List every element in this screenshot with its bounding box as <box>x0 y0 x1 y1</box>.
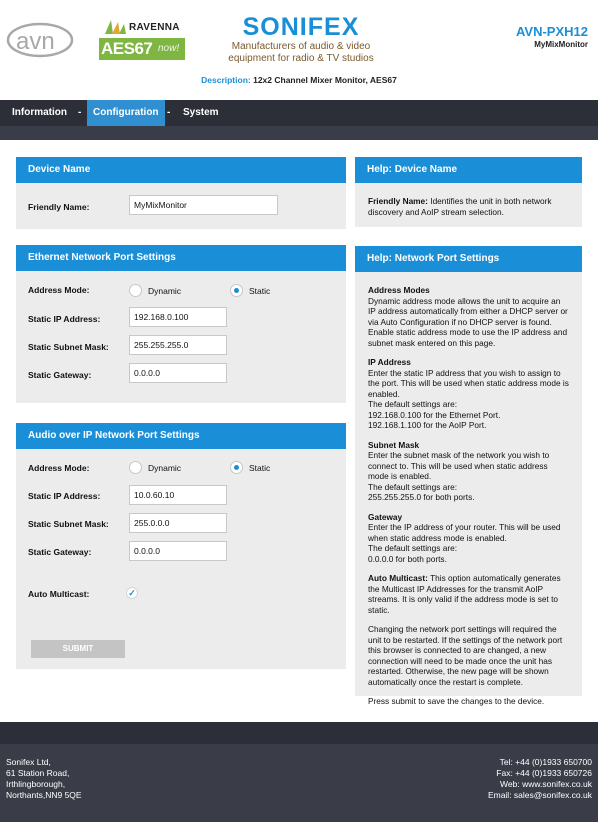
contact-web-link[interactable]: Web: www.sonifex.co.uk <box>500 779 592 789</box>
panel-title: Audio over IP Network Port Settings <box>16 423 346 449</box>
help-gateway-default: 0.0.0.0 for both ports. <box>368 553 447 564</box>
main-nav <box>0 100 598 126</box>
help-ip-defaults-intro: The default settings are: <box>368 399 458 409</box>
contact-email-link[interactable]: Email: sales@sonifex.co.uk <box>487 790 592 800</box>
static-gateway-input[interactable] <box>129 541 227 561</box>
help-ip-title: IP Address <box>368 357 411 367</box>
help-ip-default-aoip: 192.168.1.100 for the AoIP Port. <box>368 420 487 430</box>
nav-separator: - <box>167 107 171 118</box>
static-radio-label: Static <box>249 463 271 473</box>
help-multicast-text: This option automatically generates the Multicast IP Addresses for the transmit AoIP streams. It is only valid if the address mode is set to static. <box>368 573 561 615</box>
avn-logo-text: avn <box>16 28 55 55</box>
static-radio-label: Static <box>249 286 271 296</box>
device-friendly-name: MyMixMonitor <box>534 40 588 49</box>
static-ip-input[interactable] <box>129 485 227 505</box>
panel-title: Help: Device Name <box>355 157 582 183</box>
address-mode-label: Address Mode: <box>28 285 90 295</box>
ethernet-settings-panel <box>16 245 346 403</box>
brand-tagline-2: equipment for radio & TV studios <box>228 53 374 64</box>
page-header <box>0 0 598 100</box>
aes67-ravenna-logo <box>99 16 185 60</box>
help-restart-text: Changing the network port settings will required the unit to be restarted. If the settings of the network port this browser is connected to are changed, a new connection will need to be made once the unit has restarted. Otherwise, the new page will be shown automatically once the restart is complete. <box>368 624 563 687</box>
contact-fax: Fax: +44 (0)1933 650726 <box>496 768 592 778</box>
static-gateway-input[interactable] <box>129 363 227 383</box>
help-gateway-defaults-intro: The default settings are: <box>368 543 458 553</box>
avn-logo <box>6 20 76 60</box>
static-radio[interactable] <box>230 461 243 474</box>
help-term: Friendly Name: <box>368 196 428 206</box>
help-device-name-text <box>368 196 570 217</box>
address-line: Irthlingborough, <box>6 779 66 789</box>
help-subnet-text: Enter the subnet mask of the network you wish to connect to. This will be used when static address mode is enabled. <box>368 450 550 481</box>
footer-contact <box>488 757 592 801</box>
static-subnet-label: Static Subnet Mask: <box>28 519 109 529</box>
static-subnet-input[interactable] <box>129 335 227 355</box>
panel-title: Device Name <box>16 157 346 183</box>
dynamic-radio[interactable] <box>129 461 142 474</box>
submit-button[interactable]: SUBMIT <box>31 640 125 658</box>
aes67-now-text: now! <box>158 43 180 54</box>
help-gateway-text: Enter the IP address of your router. This will be used when static address mode is enabled. <box>368 522 561 543</box>
static-radio[interactable] <box>230 284 243 297</box>
static-subnet-input[interactable] <box>129 513 227 533</box>
auto-multicast-label: Auto Multicast: <box>28 589 90 599</box>
panel-title: Ethernet Network Port Settings <box>16 245 346 271</box>
sonifex-logo <box>222 14 380 64</box>
help-subnet-default: 255.255.255.0 for both ports. <box>368 492 475 502</box>
help-submit-text: Press submit to save the changes to the device. <box>368 696 545 706</box>
page-footer <box>0 744 598 822</box>
aoip-settings-panel <box>16 423 346 669</box>
contact-tel: Tel: +44 (0)1933 650700 <box>499 757 592 767</box>
brand-tagline-1: Manufacturers of audio & video <box>231 41 371 52</box>
help-address-modes-title: Address Modes <box>368 285 430 295</box>
nav-system[interactable]: System <box>183 107 219 118</box>
device-description <box>0 75 598 85</box>
friendly-name-input[interactable] <box>129 195 278 215</box>
dynamic-radio-label: Dynamic <box>148 286 182 296</box>
address-line: 61 Station Road, <box>6 768 70 778</box>
help-device-name-panel <box>355 157 582 227</box>
dynamic-radio[interactable] <box>129 284 142 297</box>
ravenna-text: RAVENNA <box>129 22 180 33</box>
brand-name: SONIFEX <box>242 13 360 41</box>
help-subnet-defaults-intro: The default settings are: <box>368 481 458 492</box>
address-line: Sonifex Ltd, <box>6 757 51 767</box>
static-ip-input[interactable] <box>129 307 227 327</box>
nav-configuration[interactable]: Configuration <box>87 100 165 126</box>
address-mode-label: Address Mode: <box>28 463 90 473</box>
static-ip-label: Static IP Address: <box>28 314 101 324</box>
nav-information[interactable]: Information <box>12 107 67 118</box>
static-ip-label: Static IP Address: <box>28 491 101 501</box>
dynamic-radio-label: Dynamic <box>148 463 182 473</box>
footer-address <box>6 757 82 801</box>
aes67-text: AES67 <box>101 39 153 58</box>
footer-top-bar <box>0 722 598 744</box>
description-value: 12x2 Channel Mixer Monitor, AES67 <box>253 75 397 85</box>
panel-title: Help: Network Port Settings <box>355 246 582 272</box>
help-subnet-title: Subnet Mask <box>368 439 420 450</box>
help-description: Identifies the unit in both network discovery and AoIP stream selection. <box>368 196 552 217</box>
address-line: Northants,NN9 5QE <box>6 790 82 800</box>
help-address-modes-text: Dynamic address mode allows the unit to acquire an IP address automatically from either a DHCP server or via Auto Configuration if no DHCP server is found. Enable static address mode to use the IP address and subnet mask entered on this page. <box>368 295 568 348</box>
auto-multicast-checkbox[interactable]: ✓ <box>126 587 138 599</box>
static-subnet-label: Static Subnet Mask: <box>28 342 109 352</box>
device-model: AVN-PXH12 <box>515 24 588 39</box>
ravenna-logo-icon <box>103 18 127 36</box>
help-network-panel <box>355 246 582 706</box>
help-gateway-title: Gateway <box>368 511 403 522</box>
help-ip-default-ethernet: 192.168.0.100 for the Ethernet Port. <box>368 409 501 420</box>
sub-nav-bar <box>0 126 598 140</box>
static-gateway-label: Static Gateway: <box>28 370 92 380</box>
friendly-name-label: Friendly Name: <box>28 202 90 212</box>
nav-separator: - <box>78 107 82 118</box>
help-network-text <box>368 285 570 716</box>
device-name-panel <box>16 157 346 229</box>
help-ip-text: Enter the static IP address that you wish to assign to the port. This will be used when static address mode is enabled. <box>368 367 569 399</box>
help-multicast-term: Auto Multicast: <box>368 573 428 583</box>
description-label: Description: <box>201 75 251 85</box>
static-gateway-label: Static Gateway: <box>28 547 92 557</box>
